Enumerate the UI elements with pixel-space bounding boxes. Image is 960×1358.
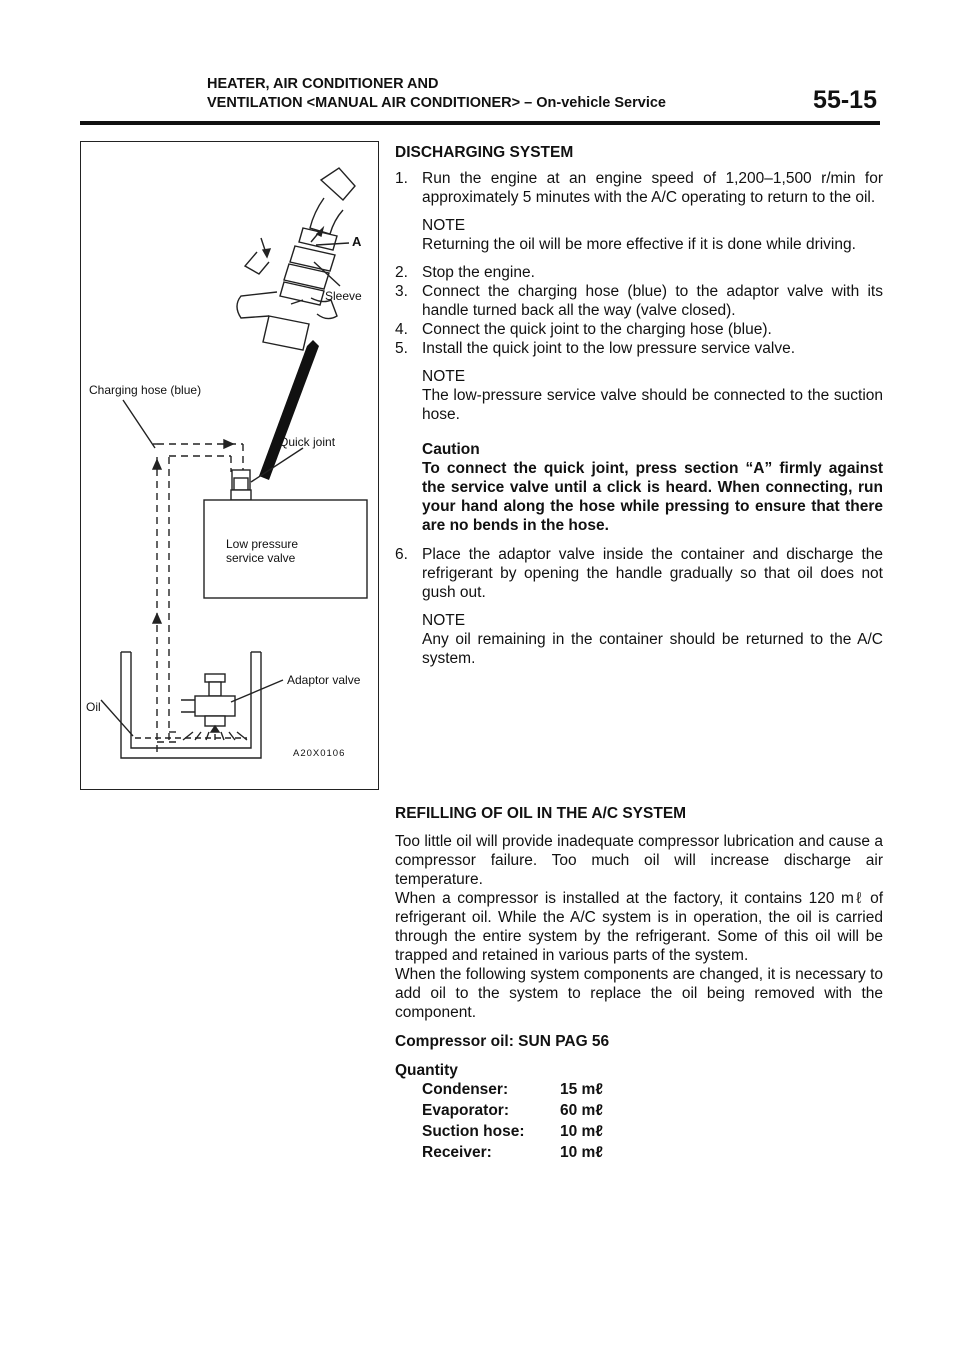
step-1	[395, 169, 883, 207]
figure-code: A20X0106	[293, 748, 346, 759]
step-6	[395, 545, 883, 602]
quantity-amount: 10 mℓ	[560, 1144, 603, 1161]
step-2	[395, 263, 883, 282]
label-sleeve: Sleeve	[325, 289, 362, 303]
label-quick-joint: Quick joint	[279, 435, 336, 449]
note-text: Returning the oil will be more effective if it is done while driving.	[422, 236, 856, 253]
step-text: Stop the engine.	[422, 264, 535, 281]
refilling-paragraph: When a compressor is installed at the factory, it contains 120 mℓ of refrigerant oil. While the A/C system is in operation, the oil is carried through the entire system by the refrigerant. Some of this oil will be trapped and retained in various parts of the system.	[395, 890, 883, 964]
oil-container-drawing	[121, 652, 261, 758]
step-text: Place the adaptor valve inside the container and discharge the refrigerant by opening the handle gradually so that oil does not gush out.	[422, 546, 883, 601]
page-number: 55-15	[813, 86, 877, 114]
step-number: 5.	[395, 340, 408, 357]
quantity-amount: 10 mℓ	[560, 1123, 603, 1140]
quantity-amount: 60 mℓ	[560, 1102, 603, 1119]
caution-text: To connect the quick joint, press section “A” firmly against the service valve until a click is heard. When connecting, run your hand along the hose while pressing to ensure that there are no bends in the hose.	[422, 460, 883, 534]
refilling-paragraph: When the following system components are changed, it is necessary to add oil to the system to replace the oil being removed with the component.	[395, 966, 883, 1021]
discharge-setup-diagram	[81, 142, 378, 789]
quantity-label: Quantity	[395, 1062, 458, 1079]
label-low-pressure-line1: Low pressure	[226, 537, 299, 551]
refilling-paragraph: Too little oil will provide inadequate compressor lubrication and cause a compressor failure. Too much oil will increase discharge air temperature.	[395, 833, 883, 888]
header-title-line2: VENTILATION <MANUAL AIR CONDITIONER> – On-vehicle Service	[207, 95, 666, 111]
figure-panel	[80, 141, 379, 790]
quantity-component: Condenser:	[422, 1081, 509, 1098]
step-number: 1.	[395, 170, 408, 187]
quantity-row	[395, 1143, 883, 1164]
step-number: 3.	[395, 283, 408, 300]
quantity-row	[395, 1101, 883, 1122]
quantity-component: Receiver:	[422, 1144, 492, 1161]
adaptor-valve-drawing	[181, 674, 247, 740]
note-text: Any oil remaining in the container should be returned to the A/C system.	[422, 631, 883, 667]
quantity-amount: 15 mℓ	[560, 1081, 603, 1098]
header-title-line1: HEATER, AIR CONDITIONER AND	[207, 76, 439, 92]
step-number: 2.	[395, 264, 408, 281]
refilling-section	[395, 804, 883, 1164]
note-label: NOTE	[422, 368, 466, 385]
quantity-row	[395, 1122, 883, 1143]
step-text: Run the engine at an engine speed of 1,200–1,500 r/min for approximately 5 minutes with the A/C operating to return to the oil.	[422, 170, 883, 206]
label-adaptor-valve: Adaptor valve	[287, 673, 361, 687]
label-low-pressure-line2: service valve	[226, 551, 296, 565]
quantity-row	[395, 1080, 883, 1101]
label-charging-hose: Charging hose (blue)	[89, 383, 202, 397]
compressor-oil-spec: Compressor oil: SUN PAG 56	[395, 1033, 610, 1050]
quantity-component: Evaporator:	[422, 1102, 509, 1119]
header-rule	[80, 121, 880, 125]
caution-label: Caution	[422, 441, 480, 458]
step-4	[395, 320, 883, 339]
step-text: Connect the charging hose (blue) to the adaptor valve with its handle turned back all the way (valve closed).	[422, 283, 883, 319]
discharging-section	[395, 143, 883, 668]
step-text: Install the quick joint to the low pressure service valve.	[422, 340, 796, 357]
step-5	[395, 339, 883, 358]
quick-joint-tool-drawing	[237, 168, 355, 350]
note-label: NOTE	[422, 217, 466, 234]
refilling-title: REFILLING OF OIL IN THE A/C SYSTEM	[395, 805, 687, 822]
discharging-title: DISCHARGING SYSTEM	[395, 144, 574, 161]
quantity-component: Suction hose:	[422, 1123, 525, 1140]
page-header	[207, 76, 877, 124]
label-a: A	[352, 234, 362, 249]
label-oil: Oil	[86, 700, 101, 714]
step-number: 4.	[395, 321, 408, 338]
step-text: Connect the quick joint to the charging hose (blue).	[422, 321, 772, 338]
step-number: 6.	[395, 546, 408, 563]
note-text: The low-pressure service valve should be connected to the suction hose.	[422, 387, 883, 423]
note-label: NOTE	[422, 612, 466, 629]
step-3	[395, 282, 883, 320]
